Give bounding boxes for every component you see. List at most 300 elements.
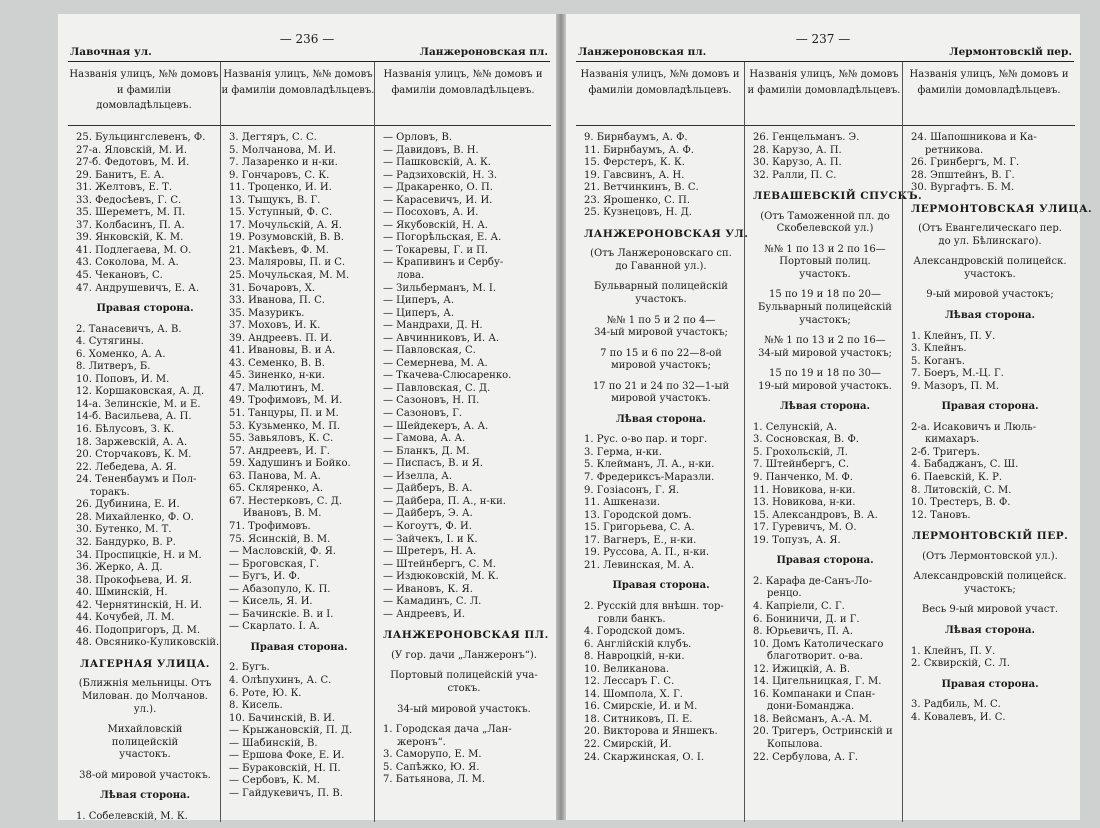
entry-line: 5. Коганъ. xyxy=(911,355,965,367)
entry-line: 35. Мазурикъ. xyxy=(229,307,305,319)
column-header: Названія улицъ, №№ домовъ и фамиліи домовладѣльцевъ. xyxy=(68,62,220,126)
entry-line: 65. Скляренко, А. xyxy=(229,483,324,495)
page-number: — 236 — xyxy=(279,32,335,46)
entry-line: — Сазоновъ, Н. П. xyxy=(383,395,480,407)
street-note: 7 по 15 и 6 по 22—8-ой xyxy=(600,347,722,359)
street-note: Весь 9-ый мировой участ. xyxy=(921,604,1059,616)
spacer xyxy=(753,568,897,576)
entry-line: 45. Зиненко, н-ки. xyxy=(229,370,325,382)
entry-continuation: Копылова. xyxy=(767,738,823,750)
entry-line: 21. Макѣевъ, Ф. М. xyxy=(229,244,329,256)
entry-line: 36. Жерко, А. Д. xyxy=(76,562,163,574)
entry-line: 7. Фредерикcъ-Маразли. xyxy=(584,472,715,484)
street-note: Портовый полицейскій уча- xyxy=(390,670,538,682)
column xyxy=(374,62,551,822)
entry-line: 3. Клейнъ. xyxy=(911,343,967,355)
spacer xyxy=(584,593,738,601)
entry-line: 3. Сосновская, В. Ф. xyxy=(753,434,859,446)
entry-line: 18. Ситниковъ, П. Е. xyxy=(584,713,693,725)
street-note: №№ 1 по 13 и 2 по 16— xyxy=(764,243,886,255)
entry-line: 55. Завьяловъ, К. С. xyxy=(229,433,334,445)
entry-line: — Дайберъ, Э. А. xyxy=(383,508,473,520)
street-note: (Ближнія мельницы. Отъ xyxy=(78,678,212,690)
entry-line: 37. Моховъ, И. К. xyxy=(229,320,321,332)
spacer xyxy=(911,671,1069,679)
entry-line: — Циперъ, А. xyxy=(383,307,455,319)
spacer xyxy=(753,414,897,422)
entry-line: 15. Григорьева, С. А. xyxy=(584,522,695,534)
entry-line: 59. Хадушинъ и Бойко. xyxy=(229,458,351,470)
spacer xyxy=(753,547,897,555)
running-header-left: Лавочная ул. xyxy=(70,46,152,58)
entry-line: 38. Прокофьева, И. Я. xyxy=(76,574,192,586)
entry-line: — Токаревы, Г. и П. xyxy=(383,244,489,256)
entry-line: — Павловская, С. Д. xyxy=(383,382,491,394)
entry-line: 7. Штейнбергъ, С. xyxy=(753,459,850,471)
entry-line: 24. Скаржинская, О. І. xyxy=(584,751,705,763)
entry-line: — Камадинъ, С. Л. xyxy=(383,596,482,608)
entry-line: 27-б. Федотовъ, М. И. xyxy=(76,157,190,169)
entry-continuation: благотворит. о-ва. xyxy=(767,651,863,663)
entry-line: 16. Бѣлусовъ, З. К. xyxy=(76,424,175,436)
spacer xyxy=(584,273,738,281)
spacer xyxy=(911,248,1069,256)
column-body xyxy=(903,126,1093,724)
column-header: Названія улицъ, №№ домовъ и фамиліи домовладѣльцевъ. xyxy=(903,62,1075,126)
entry-line: 4. Сутягины. xyxy=(76,336,144,348)
entry-line: — Крыжановскій, П. Д. xyxy=(229,725,353,737)
spacer xyxy=(911,691,1069,699)
entry-line: 30. Карузо, А. П. xyxy=(753,157,842,169)
entry-line: 14-а. Зелинскіе, М. и Е. xyxy=(76,398,201,410)
entry-line: 12. Ижицкій, А. В. xyxy=(753,663,851,675)
entry-line: 40. Шминскій, Н. xyxy=(76,587,168,599)
spacer xyxy=(76,295,214,303)
entry-line: 19. Гавсвинъ, А. Н. xyxy=(584,169,685,181)
spacer xyxy=(911,302,1069,310)
street-note: 15 по 19 и 18 по 20— xyxy=(768,289,881,301)
spacer xyxy=(753,236,897,244)
entry-line: 29. Банитъ, Е. А. xyxy=(76,169,165,181)
entry-line: 7. Боеръ, М.-Ц. Г. xyxy=(911,368,1004,380)
entry-continuation: лова. xyxy=(397,270,425,282)
spacer xyxy=(383,696,545,704)
street-note: Портовый полиц. участокъ. xyxy=(779,256,871,280)
street-note: (У гор. дачи „Ланжеронъ“). xyxy=(391,649,537,661)
entry-continuation: жеронъ“. xyxy=(397,736,446,748)
entry-continuation: дони-Боманджа. xyxy=(767,701,855,713)
entry-line: 6. Бониничи, Д. и Г. xyxy=(753,613,860,625)
column-header: Названія улицъ, №№ домовъ и фамиліи домовладѣльцевъ. xyxy=(375,62,551,126)
column-header: Названія улицъ, №№ домовъ и фамиліи домовладѣльцевъ. xyxy=(745,62,903,126)
spacer xyxy=(584,406,738,414)
entry-line: 32. Бандурко, В. Р. xyxy=(76,536,176,548)
entry-line: — Авчинниковъ, И. А. xyxy=(383,332,500,344)
book-spine xyxy=(556,14,566,820)
entry-line: 9. Мазоръ, П. М. xyxy=(911,380,1000,392)
entry-line: 45. Чекановъ, С. xyxy=(76,270,163,282)
side-heading: Правая сторона. xyxy=(941,401,1039,413)
spacer xyxy=(753,182,897,190)
spacer xyxy=(76,716,214,724)
entry-line: 17. Гуревичъ, М. О. xyxy=(753,522,857,534)
street-note: Милован. до Молчанов. ул.). xyxy=(82,690,208,715)
entry-line: 47. Малютинъ, М. xyxy=(229,382,325,394)
street-note: участокъ. xyxy=(635,294,687,306)
entry-line: 1. Городская дача „Лан- xyxy=(383,724,512,736)
street-note: Михайловскій полицейскій xyxy=(107,724,183,748)
spacer xyxy=(584,220,738,228)
side-heading: Лѣвая сторона. xyxy=(944,310,1036,322)
entry-line: 9. Гончаровъ, С. К. xyxy=(229,169,330,181)
entry-line: 75. Ясинскій, В. М. xyxy=(229,533,331,545)
spacer xyxy=(584,307,738,315)
entry-line: 1. Клейнъ, П. У. xyxy=(911,645,996,657)
entry-line: 15. Александровъ, В. А. xyxy=(753,509,878,521)
column xyxy=(220,62,375,822)
entry-line: 15. Уступный, Ф. С. xyxy=(229,207,333,219)
spacer xyxy=(911,281,1069,289)
entry-line: — Дракаренко, О. П. xyxy=(383,182,493,194)
entry-line: — Пашковскій, А. К. xyxy=(383,157,491,169)
entry-line: 25. Кузнецовъ, Н. Д. xyxy=(584,207,692,219)
entry-line: 4. Капріели, С. Г. xyxy=(753,600,845,612)
entry-line: — Когоутъ, Ф. И. xyxy=(383,520,472,532)
street-heading: ЛЕВАШЕВСКІЙ СПУСКЪ. xyxy=(753,190,923,203)
spacer xyxy=(753,393,897,401)
street-heading: ЛАГЕРНАЯ УЛИЦА. xyxy=(80,657,210,670)
entry-line: 63. Панова, М. А. xyxy=(229,470,321,482)
spacer xyxy=(383,716,545,724)
spacer xyxy=(753,203,897,211)
entry-line: 1. Рус. о-во пар. и торг. xyxy=(584,434,708,446)
entry-line: 37. Колбасинъ, П. А. xyxy=(76,219,185,231)
spacer xyxy=(229,634,369,642)
entry-line: — Давидовъ, В. Н. xyxy=(383,144,479,156)
entry-line: 14. Шомпола, Х. Г. xyxy=(584,688,683,700)
entry-line: 25. Бульцингслевенъ, Ф. xyxy=(76,132,206,143)
entry-line: 3. Герма, н-ки. xyxy=(584,446,662,458)
street-note: до Гаванной ул.). xyxy=(615,260,707,272)
entry-line: — Павловская, С. xyxy=(383,345,476,357)
spacer xyxy=(911,563,1069,571)
entry-line: 2-б. Тригеръ. xyxy=(911,446,980,458)
entry-line: 28. Михайленко, Ф. О. xyxy=(76,511,194,523)
entry-line: 24. Шапошникова и Ка- xyxy=(911,132,1037,143)
side-heading: Лѣвая сторона. xyxy=(99,790,191,802)
street-note: (Отъ Таможенной пл. до xyxy=(760,210,890,222)
entry-line: — Дайбера, П. А., н-ки. xyxy=(383,495,506,507)
spacer xyxy=(911,617,1069,625)
entry-line: 28. Эпштейнъ, В. Г. xyxy=(911,169,1015,181)
entry-line: 19. Розумовскій, В. В. xyxy=(229,232,344,244)
entry-line: — Зильберманъ, М. І. xyxy=(383,282,497,294)
entry-line: 2. Танасевичъ, А. В. xyxy=(76,323,182,335)
spacer xyxy=(229,654,369,662)
column-body xyxy=(576,126,749,764)
entry-line: 10. Трестеръ, В. Ф. xyxy=(911,497,1011,509)
entry-line: 31. Желтовъ, Е. Т. xyxy=(76,182,172,194)
spacer xyxy=(753,281,897,289)
entry-line: 21. Левинская, М. А. xyxy=(584,559,695,571)
entry-line: 20. Викторова и Яншекъ. xyxy=(584,726,718,738)
entry-line: 5. Сапѣжко, Ю. Я. xyxy=(383,761,480,773)
running-header-right: Ланжероновская пл. xyxy=(419,46,548,58)
entry-line: — Гайдукевичъ, П. В. xyxy=(229,787,343,799)
right-page xyxy=(566,14,1093,820)
column-header: Названія улицъ, №№ домовъ и фамиліи домовладѣльцевъ. xyxy=(221,62,375,126)
spacer xyxy=(383,621,545,629)
entry-line: — Сербовъ, К. М. xyxy=(229,775,321,787)
street-note: участокъ. xyxy=(119,749,171,761)
side-heading: Правая сторона. xyxy=(776,555,874,567)
column-body xyxy=(68,126,220,823)
entry-line: 41. Ивановы, В. и А. xyxy=(229,345,336,357)
entry-line: 23. Маляровы, П. и С. xyxy=(229,257,346,269)
entry-line: 6. Роте, Ю. К. xyxy=(229,687,302,699)
entry-line: 8. Кисель. xyxy=(229,700,283,712)
entry-line: 32. Ралли, П. С. xyxy=(753,169,837,181)
side-heading: Лѣвая сторона. xyxy=(615,413,707,425)
entry-line: 7. Батьянова, Л. М. xyxy=(383,774,486,786)
entry-line: 2. Бугъ. xyxy=(229,662,270,674)
spacer xyxy=(383,662,545,670)
entry-line: 7. Лазаренко и н-ки. xyxy=(229,157,338,169)
entry-line: 4. Городской домъ. xyxy=(584,626,686,638)
street-heading: ЛЕРМОНТОВСКАЯ УЛИЦА. xyxy=(911,202,1093,215)
entry-line: 8. Юрьевичъ, П. А. xyxy=(753,626,853,638)
entry-line: 11. Бирнбаумъ, А. Ф. xyxy=(584,144,694,156)
street-note: участокъ. xyxy=(964,268,1016,280)
spacer xyxy=(911,638,1069,646)
entry-line: 30. Вургафтъ. Б. М. xyxy=(911,182,1015,194)
entry-line: 51. Танцуры, П. и М. xyxy=(229,408,339,420)
entry-line: 23. Ярошенко, С. П. xyxy=(584,194,690,206)
entry-line: — Шабинскій, В. xyxy=(229,737,318,749)
street-note: (Отъ Ланжероновскаго сп. xyxy=(590,248,732,260)
column-body xyxy=(745,126,923,764)
entry-line: 39. Янковскій, К. М. xyxy=(76,232,184,244)
entry-line: — Сазоновъ, Г. xyxy=(383,408,463,420)
left-page xyxy=(58,14,556,820)
entry-line: 14. Цигельницкая, Г. М. xyxy=(753,676,882,688)
entry-line: 48. Овсянико-Куликовскій. xyxy=(76,637,220,649)
street-note: Александровскій полицейск. xyxy=(913,256,1067,268)
entry-line: 4. Бабаджанъ, С. Ш. xyxy=(911,459,1019,471)
street-note: 9-ый мировой участокъ; xyxy=(926,289,1054,301)
entry-line: — Якубовскій, Н. А. xyxy=(383,219,488,231)
entry-line: 13. Городской домъ. xyxy=(584,509,692,521)
spacer xyxy=(911,323,1069,331)
spacer xyxy=(584,340,738,348)
entry-line: 21. Ветчинкинъ, В. С. xyxy=(584,182,699,194)
column xyxy=(576,62,749,822)
entry-line: 41. Подлегаева, М. О. xyxy=(76,244,192,256)
entry-line: 57. Андреевъ, И. Г. xyxy=(229,445,330,457)
entry-line: 17. Мочульскій, А. Я. xyxy=(229,219,342,231)
entry-line: — Ткачева-Слюсаренко. xyxy=(383,370,512,382)
entry-line: 67. Нестерковъ, С. Д. xyxy=(229,495,343,507)
column xyxy=(744,62,923,822)
entry-line: — Масловскій, Ф. Я. xyxy=(229,546,336,558)
entry-line: 9. Гозіасонъ, Г. Я. xyxy=(584,484,680,496)
entry-line: 16. Компанаки и Спан- xyxy=(753,688,876,700)
entry-line: — Ивановъ, К. Я. xyxy=(383,583,473,595)
side-heading: Лѣвая сторона. xyxy=(779,401,871,413)
spacer xyxy=(584,572,738,580)
column-body xyxy=(221,126,375,800)
spacer xyxy=(76,670,214,678)
entry-line: 1. Собелевскій, М. К. xyxy=(76,810,188,822)
entry-line: 10. Великанова. xyxy=(584,663,670,675)
entry-line: 35. Шереметъ, М. П. xyxy=(76,207,186,219)
entry-line: 27-а. Яловскій, М. И. xyxy=(76,144,188,156)
page-number: — 237 — xyxy=(795,32,851,46)
entry-line: 9. Бирнбаумъ, А. Ф. xyxy=(584,132,688,143)
column xyxy=(902,62,1093,822)
spacer xyxy=(911,215,1069,223)
entry-line: 18. Заржевскій, А. А. xyxy=(76,436,188,448)
side-heading: Правая сторона. xyxy=(96,303,194,315)
entry-line: 10. Бачинскій, В. И. xyxy=(229,712,336,724)
entry-line: 39. Андреевъ. П. И. xyxy=(229,332,333,344)
spacer xyxy=(383,642,545,650)
entry-line: — Абазопуло, К. П. xyxy=(229,583,331,595)
entry-line: 26. Гринбергъ, М. Г. xyxy=(911,157,1020,169)
spacer xyxy=(76,762,214,770)
entry-line: 43. Соколова, М. А. xyxy=(76,257,179,269)
entry-line: — Радзиховскій, Н. З. xyxy=(383,169,497,181)
entry-line: 46. Подопригоръ, Д. М. xyxy=(76,624,201,636)
entry-line: 5. Молчанова, М. И. xyxy=(229,144,337,156)
entry-line: — Зайчекъ, І. и К. xyxy=(383,533,478,545)
spacer xyxy=(911,414,1069,422)
entry-line: — Издюковскій, М. К. xyxy=(383,571,499,583)
street-note: участокъ; xyxy=(964,583,1016,595)
entry-line: 4. Ковалевъ, И. С. xyxy=(911,711,1006,723)
entry-line: 12. Лессаръ Г. С. xyxy=(584,676,675,688)
spacer xyxy=(76,782,214,790)
spacer xyxy=(753,360,897,368)
entry-line: — Крапивинъ и Сербу- xyxy=(383,257,504,269)
entry-line: 11. Ашкенази. xyxy=(584,497,661,509)
spacer xyxy=(584,426,738,434)
spacer xyxy=(753,327,897,335)
street-note: №№ 1 по 13 и 2 по 16— xyxy=(764,335,886,347)
entry-line: 25. Мочульская, М. М. xyxy=(229,270,350,282)
entry-line: 53. Кузьменко, М. П. xyxy=(229,420,341,432)
street-heading: ЛАНЖЕРОНОВСКАЯ ПЛ. xyxy=(383,629,549,642)
running-header-left: Ланжероновская пл. xyxy=(578,46,707,58)
side-heading: Правая сторона. xyxy=(612,580,710,592)
entry-line: — Дайберъ, В. А. xyxy=(383,483,473,495)
entry-line: 9. Панченко, М. Ф. xyxy=(753,472,853,484)
entry-line: — Семернева, М. А. xyxy=(383,357,488,369)
entry-line: 24. Тененбаумъ и Пол- xyxy=(76,474,197,486)
street-note: 34-ый мировой участокъ. xyxy=(397,703,531,715)
entry-line: 2. Сквирскій, С. Л. xyxy=(911,658,1010,670)
street-note: 17 по 21 и 24 по 32—1-ый xyxy=(592,380,730,392)
entry-line: 43. Семенко, В. В. xyxy=(229,357,325,369)
entry-line: 26. Генцельманъ. Э. xyxy=(753,132,860,143)
entry-line: 17. Вагнеръ, Е., н-ки. xyxy=(584,534,697,546)
entry-line: 3. Саморупо, Е. М. xyxy=(383,749,482,761)
entry-line: 33. Федосѣевъ, Г. С. xyxy=(76,194,182,206)
entry-line: — Погорѣльская, Е. А. xyxy=(383,232,502,244)
side-heading: Правая сторона. xyxy=(941,678,1039,690)
entry-continuation: Ивановъ, В. М. xyxy=(243,508,322,520)
entry-line: 3. Дегтяръ, С. С. xyxy=(229,132,317,143)
entry-line: 12. Тановъ. xyxy=(911,509,971,521)
street-note: Бульварный полицейскій xyxy=(594,281,728,293)
entry-line: 5. Клейманъ, Л. А., н-ки. xyxy=(584,459,715,471)
entry-continuation: говли банкъ. xyxy=(598,613,666,625)
street-heading: ЛАНЖЕРОНОВСКАЯ УЛ. xyxy=(584,227,749,240)
street-note: стокъ. xyxy=(447,682,481,694)
entry-line: 19. Топузъ, А. Я. xyxy=(753,534,841,546)
entry-line: 3. Радбиль, М. С. xyxy=(911,699,1001,711)
street-note: Скобелевской ул.) xyxy=(776,223,874,235)
entry-line: — Гамова, А. А. xyxy=(383,433,466,445)
entry-line: 6. Паевскій, К. Р. xyxy=(911,472,1003,484)
entry-line: — Циперъ, А. xyxy=(383,295,455,307)
street-note: Александровскій полицейск. xyxy=(913,571,1067,583)
entry-line: — Скарлато. І. А. xyxy=(229,621,320,633)
spacer xyxy=(911,543,1069,551)
street-note: (Отъ Лермонтовской ул.). xyxy=(922,550,1058,562)
running-header-right: Лермонтовскій пер. xyxy=(949,46,1072,58)
street-note: мировой участокъ; xyxy=(611,360,711,372)
entry-line: 34. Проспицкіе, Н. и М. xyxy=(76,549,202,561)
spacer xyxy=(911,195,1069,203)
street-note: №№ 1 по 5 и 2 по 4— xyxy=(606,314,716,326)
column-body xyxy=(375,126,551,787)
column-header: Названія улицъ, №№ домовъ и фамиліи домовладѣльцевъ. xyxy=(576,62,744,126)
entry-line: — Бланкъ, Д. М. xyxy=(383,445,470,457)
entry-line: 71. Трофимовъ. xyxy=(229,520,311,532)
street-note: (Отъ Евангелическаго пер. xyxy=(918,223,1062,235)
entry-line: 1. Клейнъ, П. У. xyxy=(911,330,996,342)
entry-line: 11. Новикова, н-ки. xyxy=(753,484,856,496)
entry-line: 4. Олѣпухинъ, А. С. xyxy=(229,674,332,686)
entry-line: — Орловъ, В. xyxy=(383,132,453,143)
street-note: Бульварный полицейскій xyxy=(758,302,892,314)
street-note: 34-ый мировой участокъ; xyxy=(758,347,892,359)
entry-line: — Бугъ, И. Ф. xyxy=(229,571,300,583)
entry-line: — Писпасъ, В. и Я. xyxy=(383,458,483,470)
entry-line: — Бачинскіе. В. и І. xyxy=(229,608,334,620)
entry-line: 18. Вейсманъ, А.-А. М. xyxy=(753,713,873,725)
entry-line: 14-б. Васильева, А. П. xyxy=(76,411,192,423)
entry-continuation: торакъ. xyxy=(90,486,130,498)
spacer xyxy=(76,650,214,658)
entry-line: 22. Смирскій, И. xyxy=(584,738,672,750)
street-note: мировой участокъ. xyxy=(611,393,711,405)
side-heading: Правая сторона. xyxy=(250,641,348,653)
entry-line: 13. Новикова, н-ки. xyxy=(753,497,856,509)
entry-line: 5. Грохольскій, Л. xyxy=(753,446,848,458)
entry-line: 12. Коршаковская, А. Д. xyxy=(76,386,205,398)
entry-line: — Бураковскій, Н. П. xyxy=(229,762,341,774)
spacer xyxy=(584,373,738,381)
entry-line: 22. Сербулова, А. Г. xyxy=(753,751,859,763)
entry-continuation: ретникова. xyxy=(925,144,984,156)
entry-line: — Карасевичъ, И. И. xyxy=(383,194,493,206)
entry-line: 8. Навроцкій, н-ки. xyxy=(584,651,685,663)
entry-line: — Штейнбергъ, С. М. xyxy=(383,558,497,570)
entry-line: — Ершова Фоке, Е. И. xyxy=(229,750,345,762)
spacer xyxy=(584,240,738,248)
